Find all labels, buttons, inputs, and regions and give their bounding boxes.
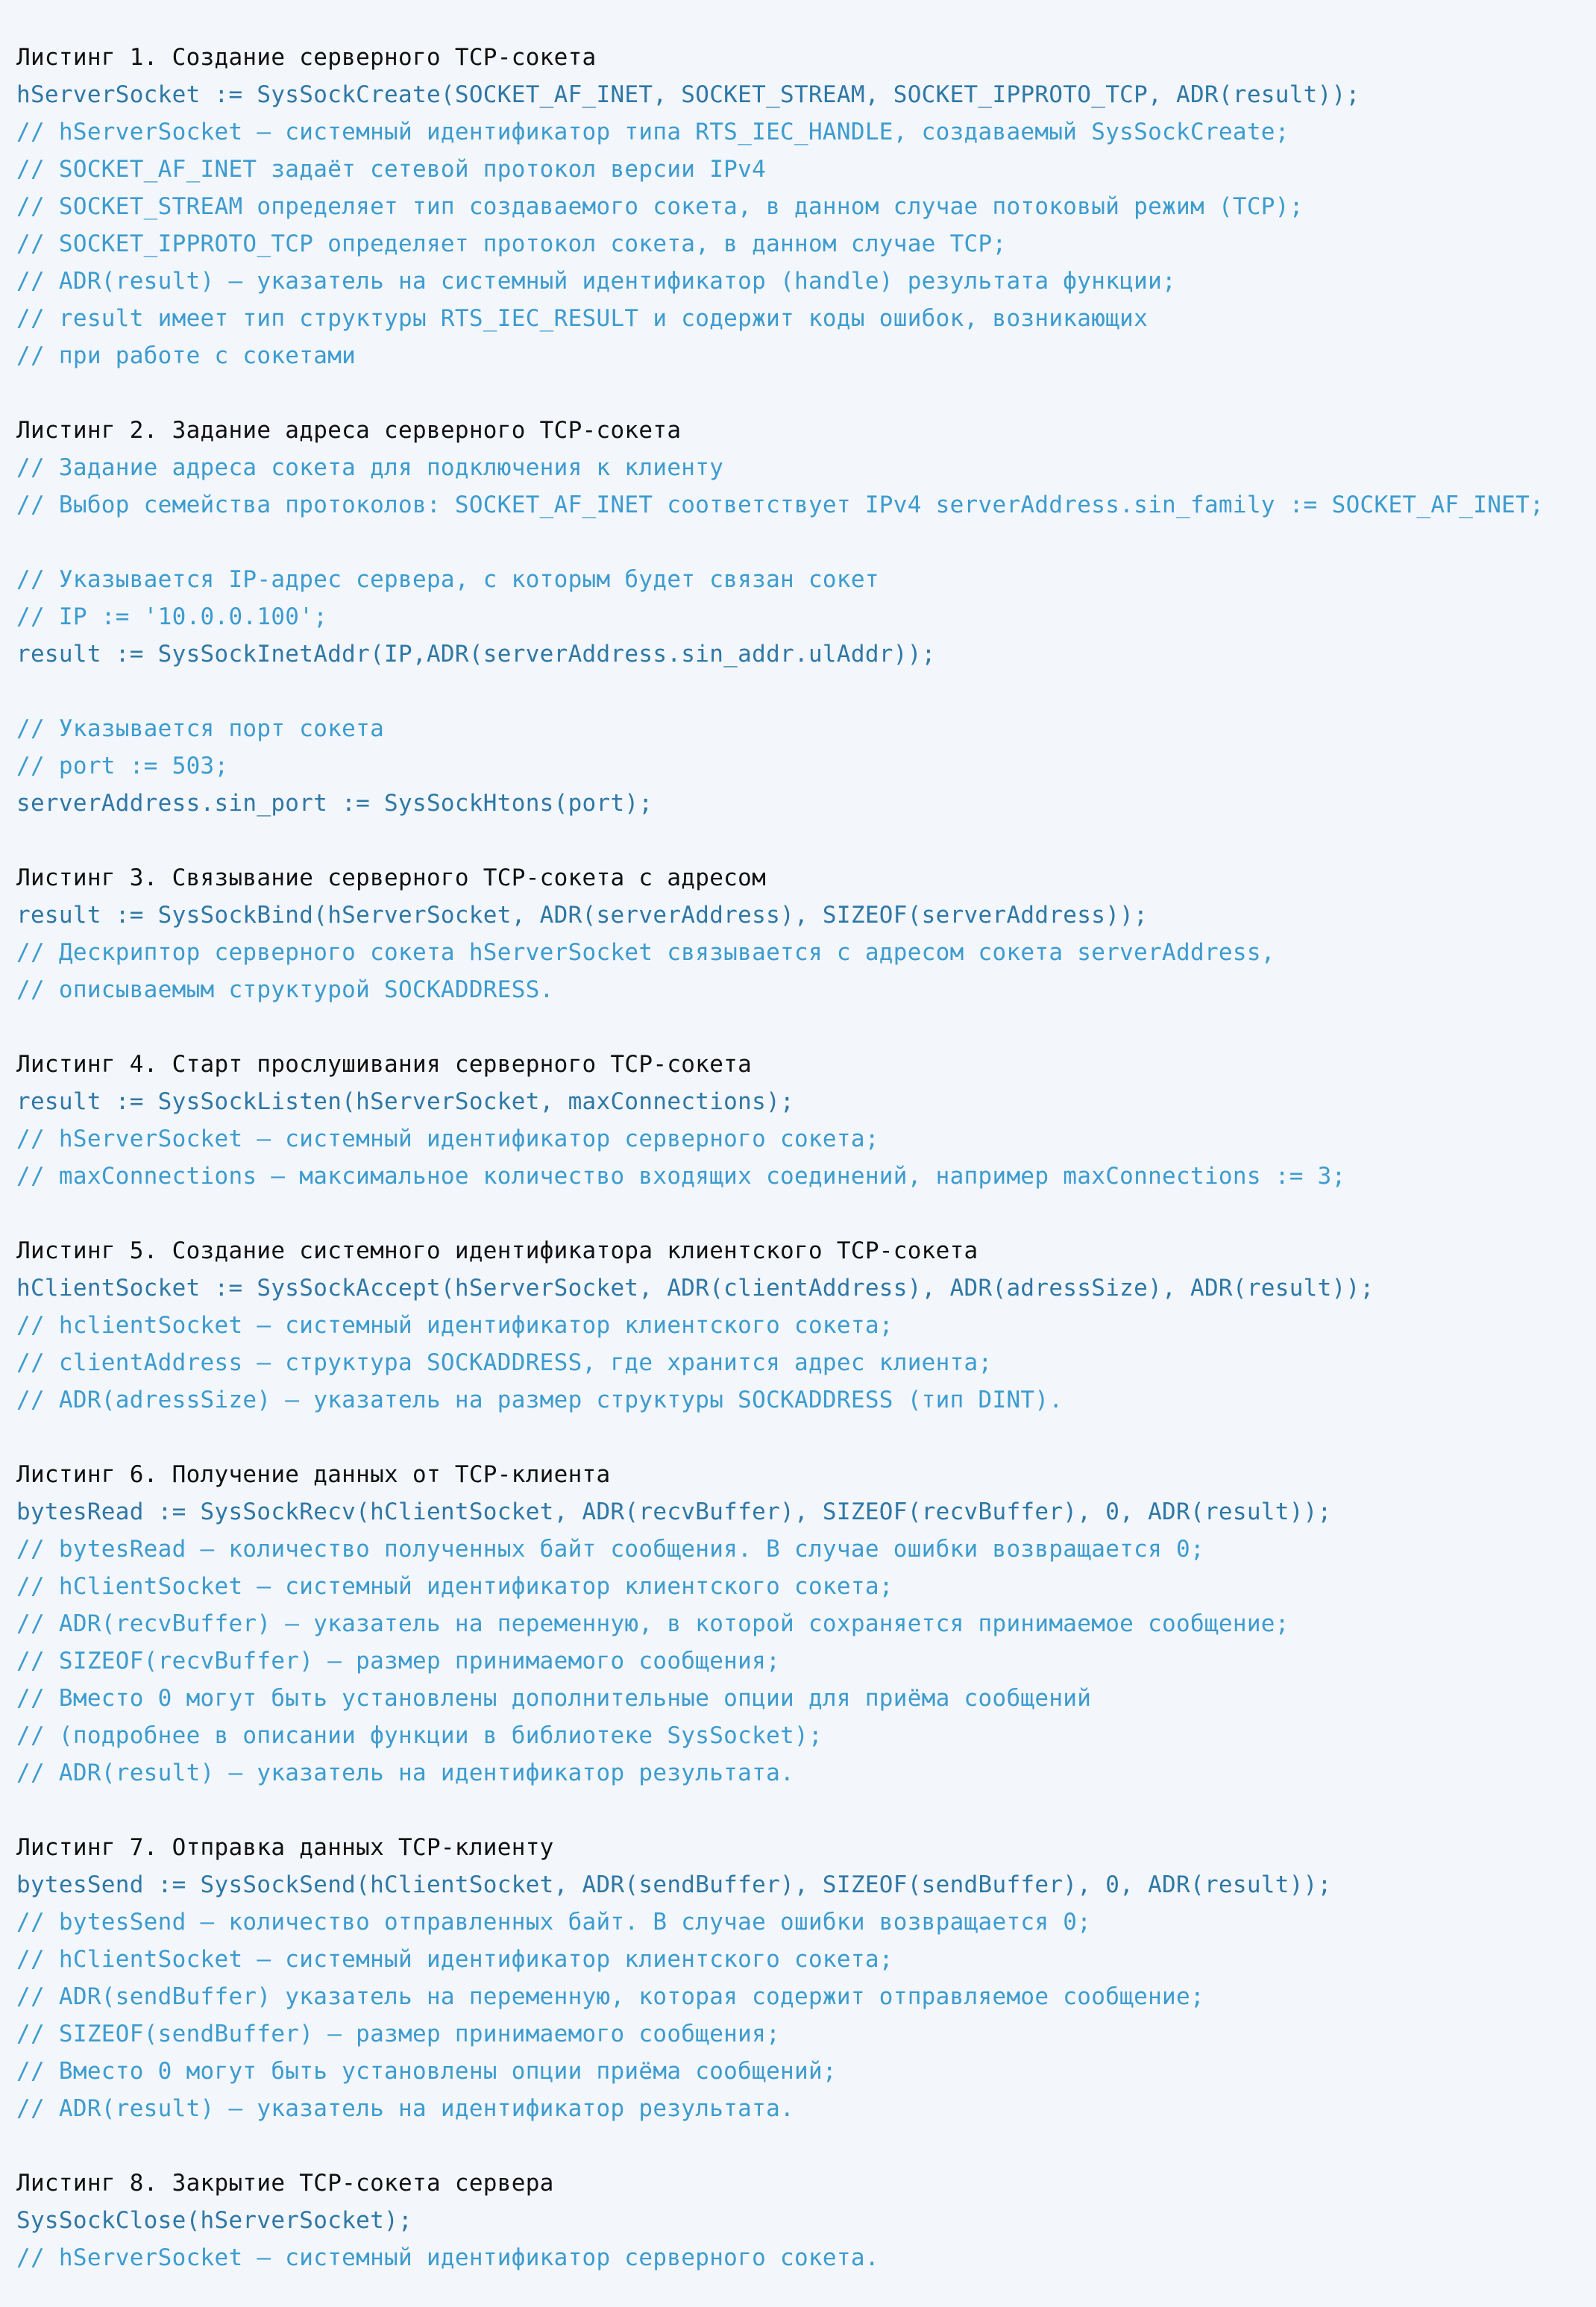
comment-line: // hClientSocket – системный идентификатор клиентского сокета; — [16, 1573, 893, 1600]
comment-line: // IP := '10.0.0.100'; — [16, 603, 328, 630]
comment-line: // ADR(recvBuffer) – указатель на переменную, в которой сохраняется принимаемое сообщение; — [16, 1610, 1289, 1637]
code-line: bytesSend := SysSockSend(hClientSocket, ADR(sendBuffer), SIZEOF(sendBuffer), 0, ADR(result)); — [16, 1871, 1332, 1898]
comment-line: // SOCKET_STREAM определяет тип создаваемого сокета, в данном случае потоковый режим (TCP); — [16, 193, 1304, 220]
comment-line: // hServerSocket – системный идентификатор серверного сокета. — [16, 2244, 879, 2271]
blank-line — [16, 673, 1596, 710]
listing-title: Листинг 6. Получение данных от TCP-клиента — [16, 1461, 611, 1488]
comment-line: // при работе с сокетами — [16, 342, 356, 369]
blank-line — [16, 524, 1596, 561]
comment-line: // Указывается порт сокета — [16, 715, 385, 742]
code-line: serverAddress.sin_port := SysSockHtons(port); — [16, 790, 653, 817]
code-line: hServerSocket := SysSockCreate(SOCKET_AF_INET, SOCKET_STREAM, SOCKET_IPPROTO_TCP, ADR(result)); — [16, 81, 1360, 108]
listing-3 — [16, 859, 1596, 1008]
comment-line: // SIZEOF(recvBuffer) – размер принимаемого сообщения; — [16, 1648, 781, 1674]
code-line: bytesRead := SysSockRecv(hClientSocket, ADR(recvBuffer), SIZEOF(recvBuffer), 0, ADR(result)); — [16, 1498, 1332, 1525]
listing-title: Листинг 5. Создание системного идентификатора клиентского TCP-сокета — [16, 1237, 978, 1264]
comment-line: // (подробнее в описании функции в библиотеке SysSocket); — [16, 1722, 823, 1749]
comment-line: // SIZEOF(sendBuffer) – размер принимаемого сообщения; — [16, 2021, 781, 2047]
comment-line: // Задание адреса сокета для подключения к клиенту — [16, 454, 724, 481]
comment-line: // SOCKET_IPPROTO_TCP определяет протокол сокета, в данном случае TCP; — [16, 230, 1007, 257]
comment-line: // port := 503; — [16, 753, 229, 779]
comment-line: // bytesSend – количество отправленных байт. В случае ошибки возвращается 0; — [16, 1909, 1092, 1936]
comment-line: // clientAddress – структура SOCKADDRESS, где хранится адрес клиента; — [16, 1349, 993, 1376]
listing-title: Листинг 2. Задание адреса серверного TCP-сокета — [16, 417, 682, 444]
comment-line: // Вместо 0 могут быть установлены дополнительные опции для приёма сообщений — [16, 1685, 1092, 1712]
listing-1 — [16, 39, 1596, 374]
comment-line: // Указывается IP-адрес сервера, с которым будет связан сокет — [16, 566, 879, 593]
listing-4 — [16, 1046, 1596, 1195]
comment-line: // ADR(result) – указатель на идентификатор результата. — [16, 2095, 794, 2122]
code-line: SysSockClose(hServerSocket); — [16, 2207, 412, 2234]
code-line: result := SysSockListen(hServerSocket, maxConnections); — [16, 1088, 794, 1115]
comment-line: // Дескриптор серверного сокета hServerSocket связывается с адресом сокета serverAddress, — [16, 939, 1275, 966]
listing-5 — [16, 1232, 1596, 1419]
comment-line: // hServerSocket – системный идентификатор серверного сокета; — [16, 1126, 879, 1152]
comment-line: // описываемым структурой SOCKADDRESS. — [16, 976, 554, 1003]
comment-line: // bytesRead – количество полученных байт сообщения. В случае ошибки возвращается 0; — [16, 1536, 1204, 1563]
comment-line: // ADR(result) – указатель на идентификатор результата. — [16, 1760, 794, 1786]
listing-8 — [16, 2165, 1596, 2276]
listing-7 — [16, 1829, 1596, 2127]
comment-line: // result имеет тип структуры RTS_IEC_RESULT и содержит коды ошибок, возникающих — [16, 305, 1149, 332]
listing-title: Листинг 7. Отправка данных TCP-клиенту — [16, 1834, 554, 1861]
comment-line: // hClientSocket – системный идентификатор клиентского сокета; — [16, 1946, 893, 1973]
comment-line: // ADR(result) – указатель на системный идентификатор (handle) результата функции; — [16, 268, 1177, 295]
listing-6 — [16, 1456, 1596, 1792]
listing-title: Листинг 8. Закрытие TCP-сокета сервера — [16, 2170, 554, 2197]
listing-title: Листинг 1. Создание серверного TCP-сокета — [16, 44, 597, 71]
comment-line: // Вместо 0 могут быть установлены опции приёма сообщений; — [16, 2058, 837, 2085]
code-line: hClientSocket := SysSockAccept(hServerSocket, ADR(clientAddress), ADR(adressSize), ADR(result)); — [16, 1275, 1374, 1302]
comment-line: // hServerSocket – системный идентификатор типа RTS_IEC_HANDLE, создаваемый SysSockCreate; — [16, 119, 1289, 145]
comment-line: // ADR(adressSize) – указатель на размер структуры SOCKADDRESS (тип DINT). — [16, 1387, 1064, 1413]
comment-line: // hclientSocket – системный идентификатор клиентского сокета; — [16, 1312, 893, 1339]
listing-title: Листинг 4. Старт прослушивания серверного TCP-сокета — [16, 1051, 753, 1078]
listing-title: Листинг 3. Связывание серверного TCP-сокета с адресом — [16, 864, 767, 891]
comment-line: // ADR(sendBuffer) указатель на переменную, которая содержит отправляемое сообщение; — [16, 1983, 1204, 2010]
comment-line: // maxConnections – максимальное количество входящих соединений, например maxConnections := 3; — [16, 1163, 1346, 1190]
code-line: result := SysSockBind(hServerSocket, ADR(serverAddress), SIZEOF(serverAddress)); — [16, 902, 1149, 929]
comment-line: // SOCKET_AF_INET задаёт сетевой протокол версии IPv4 — [16, 156, 767, 183]
listing-2 — [16, 412, 1596, 822]
comment-line: // Выбор семейства протоколов: SOCKET_AF_INET соответствует IPv4 serverAddress.sin_family := SOCKET_AF_INET; — [16, 492, 1545, 518]
code-line: result := SysSockInetAddr(IP,ADR(serverAddress.sin_addr.ulAddr)); — [16, 641, 936, 668]
